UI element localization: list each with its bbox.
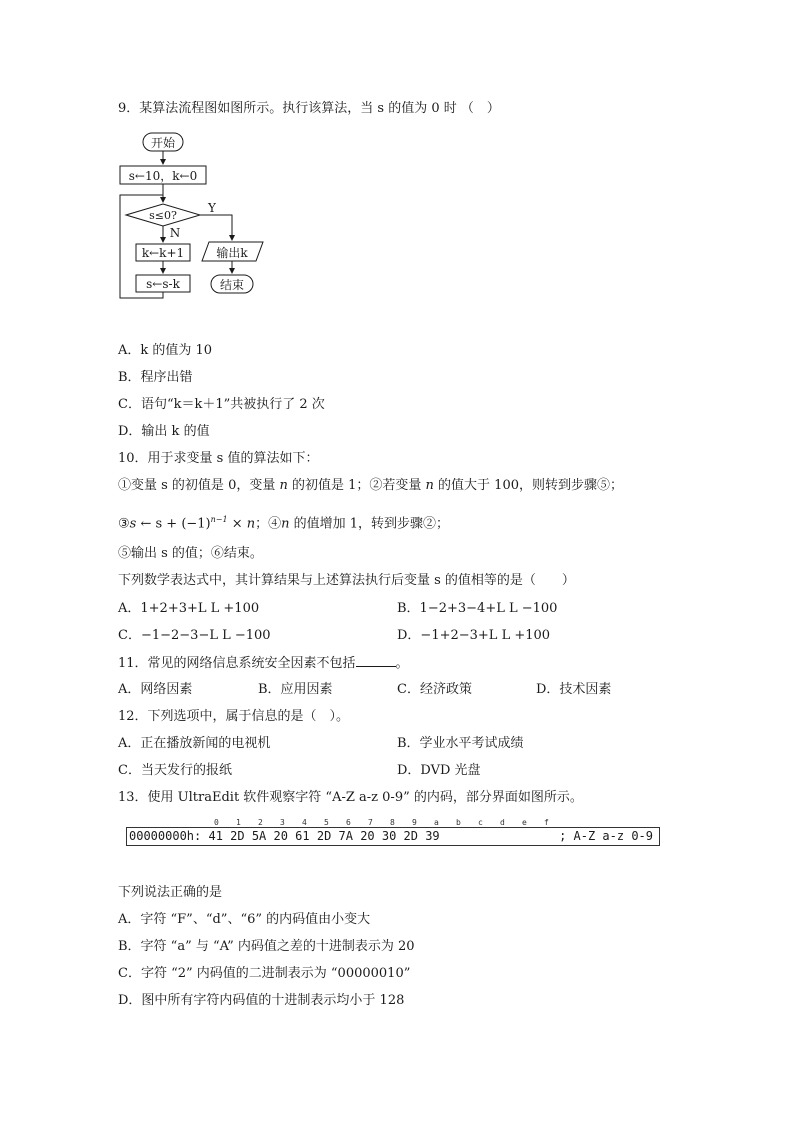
hex-col-a: a — [434, 818, 439, 827]
hex-col-3: 3 — [280, 818, 285, 827]
hex-col-0: 0 — [214, 818, 219, 827]
hex-col-2: 2 — [258, 818, 263, 827]
q9-stem: 9．某算法流程图如图所示。执行该算法，当 s 的值为 0 时 （ ） — [118, 101, 500, 116]
answer-blank — [356, 654, 396, 667]
q12-option-d: D．DVD 光盘 — [397, 763, 481, 778]
q12-stem: 12．下列选项中，属于信息的是（ ）。 — [118, 709, 350, 724]
hex-col-c: c — [478, 818, 483, 827]
q11-option-a: A．网络因素 — [118, 682, 193, 697]
hex-row: 00000000h: 41 2D 5A 20 61 2D 7A 20 30 2D 39 — [129, 829, 440, 843]
hex-col-8: 8 — [390, 818, 395, 827]
q13-question: 下列说法正确的是 — [118, 885, 223, 900]
flow-step1-box — [136, 244, 190, 261]
flow-cond-label: s≤0? — [149, 209, 177, 222]
hex-col-9: 9 — [412, 818, 417, 827]
hex-col-7: 7 — [368, 818, 373, 827]
flow-step1-label: k←k+1 — [141, 246, 185, 260]
q10-option-c: C．−1−2−3−L L −100 — [118, 628, 271, 643]
q10-option-a: A．1+2+3+L L +100 — [118, 601, 260, 616]
q11-option-b: B．应用因素 — [258, 682, 333, 697]
hex-col-6: 6 — [346, 818, 351, 827]
flow-no-label: N — [169, 226, 181, 240]
q9-option-c: C．语句“k＝k＋1”共被执行了 2 次 — [118, 397, 325, 412]
q11-option-c: C．经济政策 — [397, 682, 472, 697]
q11-option-d: D．技术因素 — [536, 682, 612, 697]
q13-stem: 13．使用 UltraEdit 软件观察字符 “A-Z a-z 0-9” 的内码，部分界面如图所示。 — [118, 790, 583, 805]
flow-start-label: 开始 — [150, 136, 176, 150]
flow-step2-box — [136, 275, 190, 292]
q10-step-line-3: ⑤输出 s 的值；⑥结束。 — [118, 546, 263, 561]
hex-dump-panel — [126, 827, 660, 846]
q13-option-b: B．字符 “a” 与 “A” 内码值之差的十进制表示为 20 — [118, 939, 415, 954]
flow-output-label: 输出k — [216, 246, 248, 260]
hex-col-1: 1 — [236, 818, 241, 827]
q9-option-d: D．输出 k 的值 — [118, 424, 210, 439]
hex-col-5: 5 — [324, 818, 329, 827]
flow-init-box — [120, 166, 206, 184]
q13-option-c: C．字符 “2” 内码值的二进制表示为 “00000010” — [118, 966, 411, 981]
q12-option-a: A．正在播放新闻的电视机 — [118, 736, 271, 751]
flow-yes-label: Y — [208, 201, 216, 215]
q10-option-b: B．1−2+3−4+L L −100 — [397, 601, 558, 616]
q11-stem: 11．常见的网络信息系统安全因素不包括 。 — [118, 656, 409, 671]
flow-output-parallelogram — [202, 242, 263, 261]
hex-col-4: 4 — [302, 818, 307, 827]
flow-end-terminal — [211, 275, 253, 293]
hex-col-f: f — [544, 818, 549, 827]
q13-option-d: D．图中所有字符内码值的十进制表示均小于 128 — [118, 993, 405, 1008]
q10-option-d: D．−1+2−3+L L +100 — [397, 628, 551, 643]
hex-ascii: ; A-Z a-z 0-9 — [559, 829, 653, 843]
flow-init-label: s←10，k←0 — [128, 169, 198, 183]
q9-option-a: A．k 的值为 10 — [118, 343, 213, 358]
flow-start-terminal — [143, 133, 183, 151]
q10-step-line-1: ①变量 s 的初值是 0，变量 n 的初值是 1；②若变量 n 的值大于 100，则转到步骤⑤； — [118, 478, 623, 493]
flow-end-label: 结束 — [219, 278, 245, 292]
q12-option-c: C．当天发行的报纸 — [118, 763, 232, 778]
q10-question: 下列数学表达式中，其计算结果与上述算法执行后变量 s 的值相等的是（ ） — [118, 573, 575, 588]
hex-col-b: b — [456, 818, 461, 827]
hex-col-d: d — [500, 818, 505, 827]
q9-option-b: B．程序出错 — [118, 370, 193, 385]
flow-condition-diamond — [126, 204, 200, 226]
q10-stem: 10．用于求变量 s 值的算法如下： — [118, 451, 319, 466]
q10-step-line-2: ③s ← $s + (-1)^{n-1} \times n$；④n 的值增加 1，转到步骤②； — [118, 515, 450, 532]
q12-option-b: B．学业水平考试成绩 — [397, 736, 524, 751]
q13-option-a: A．字符 “F”、“d”、“6” 的内码值由小变大 — [118, 912, 371, 927]
hex-col-e: e — [522, 818, 527, 827]
flow-step2-label: s←s-k — [146, 277, 180, 291]
